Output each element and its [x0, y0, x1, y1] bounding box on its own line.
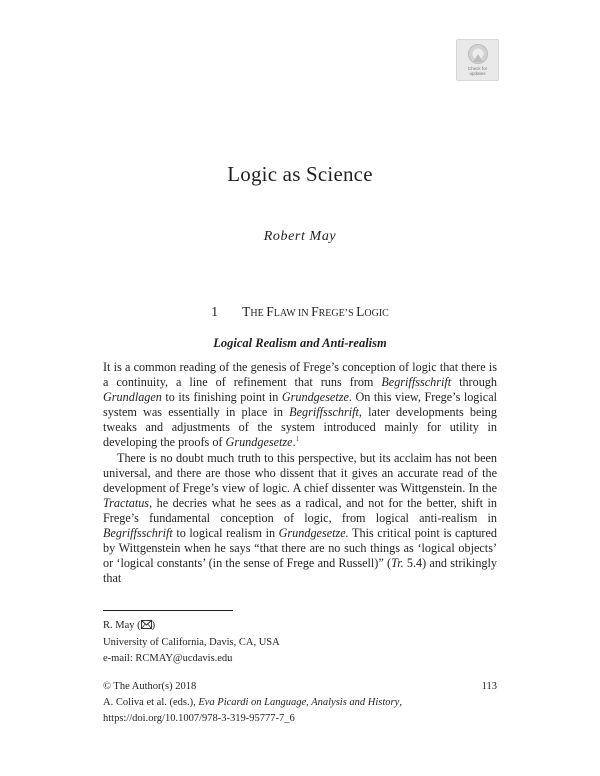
copyright-line: © The Author(s) 2018	[103, 681, 197, 692]
paragraph-2: There is no doubt much truth to this perspective, but its acclaim has not been universal, and there are those who dissent that it gives an accurate read of the development of Frege’s view of logic. A chief dissenter was Wittgenstein. In the Tractatus, he decries what he sees as a radical, and not for the better, shift in Frege’s fundamental conception of logic, from logical anti-realism in Begriffsschrift to logical realism in Grundgesetze. This critical point is captured by Wittgenstein when he says “that there are no such things as ‘logical objects’ or ‘logical constants’ (in the sense of Frege and Russell)” (Tr. 5.4) and strikingly that	[103, 450, 497, 586]
footnote-ref-link[interactable]: 1	[295, 435, 300, 444]
footnote-name-line: R. May ( )	[103, 618, 280, 635]
author-footnote	[103, 618, 280, 667]
section-title: THE FLAW IN FREGE’S LOGIC	[242, 304, 389, 319]
citation-line: A. Coliva et al. (eds.), Eva Picardi on Language, Analysis and History,	[103, 697, 402, 708]
footnote-email[interactable]: e-mail: RCMAY@ucdavis.edu	[103, 653, 233, 664]
envelope-icon[interactable]	[141, 619, 152, 635]
paragraph-1: It is a common reading of the genesis of Frege’s conception of logic that there is a continuity, a line of refinement that runs from Begriffsschrift through Grundlagen to its finishing point in Grundgesetze. On this view, Frege’s logical system was essentially in place in Begriffsschrift, later developments being tweaks and adjustments of the system introduced mainly for utility in developing the proofs of Grundgesetze.$^1$	[103, 360, 497, 450]
section-heading	[0, 304, 600, 321]
check-for-updates-label: Check for updates	[467, 66, 488, 76]
crossmark-icon	[467, 43, 489, 65]
author-name: Robert May	[263, 229, 337, 244]
check-for-updates-badge[interactable]	[456, 39, 499, 81]
subsection-heading: Logical Realism and Anti-realism	[213, 336, 387, 350]
footnote-divider	[103, 610, 233, 611]
doi-link[interactable]: https://doi.org/10.1007/978-3-319-95777-7_6	[103, 713, 295, 724]
chapter-title: Logic as Science	[227, 162, 373, 186]
book-citation	[103, 695, 402, 727]
section-number: 1	[211, 305, 219, 320]
footnote-affiliation: University of California, Davis, CA, USA	[103, 637, 280, 648]
page-number: 113	[481, 681, 497, 692]
body-text	[103, 360, 497, 586]
